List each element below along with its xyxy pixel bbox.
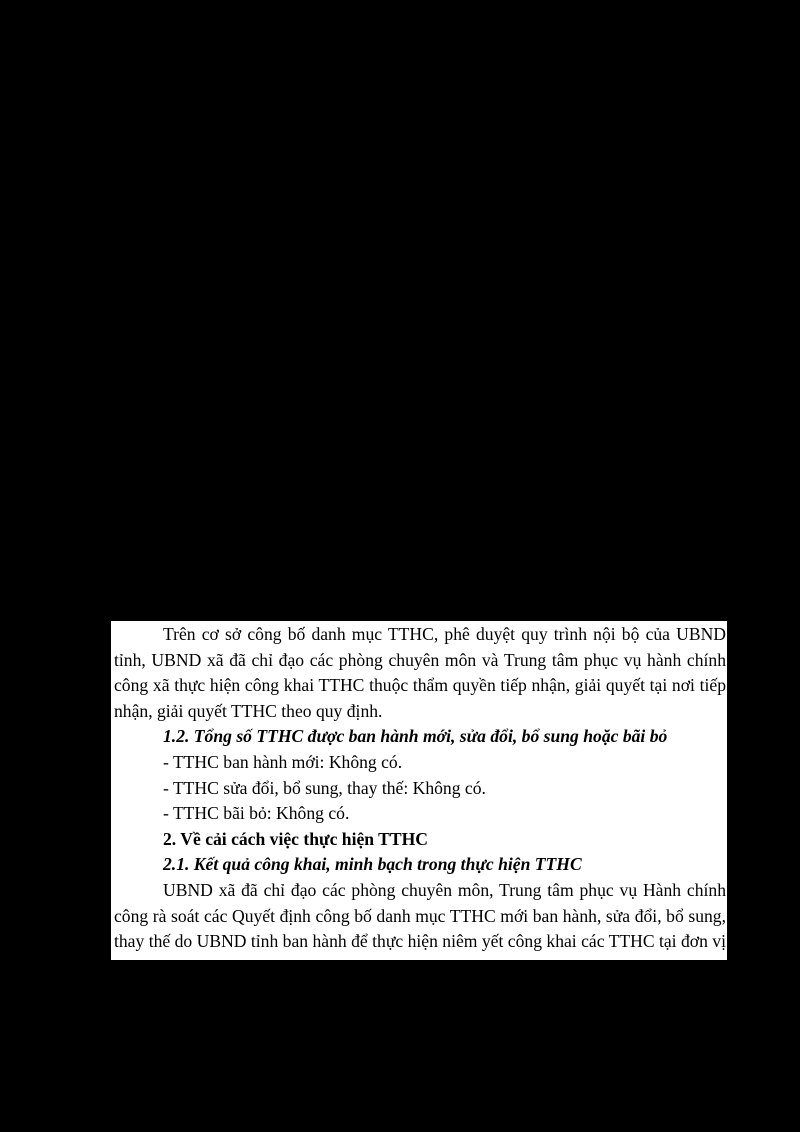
section-heading-2: 2. Về cải cách việc thực hiện TTHC — [163, 828, 428, 849]
section-heading-1-2: 1.2. Tổng số TTHC được ban hành mới, sửa đổi, bổ sung hoặc bãi bỏ — [163, 726, 668, 747]
list-item-new-procedures: - TTHC ban hành mới: Không có. — [163, 751, 403, 772]
list-item-abolished-procedures: - TTHC bãi bỏ: Không có. — [163, 803, 350, 824]
list-item-amended-procedures: - TTHC sửa đổi, bổ sung, thay thế: Không có. — [163, 777, 486, 798]
section-heading-2-1: 2.1. Kết quả công khai, minh bạch trong thực hiện TTHC — [163, 854, 582, 875]
intro-paragraph: Trên cơ sở công bố danh mục TTHC, phê duyệt quy trình nội bộ của UBND tỉnh, UBND xã đã chỉ đạo các phòng chuyên môn và Trung tâm phục vụ hành chính công xã thực hiện công khai TTHC thuộc thẩm quyền tiếp nhận, giải quyết tại nơi tiếp nhận, giải quyết TTHC theo quy định. — [114, 624, 726, 721]
closing-paragraph: UBND xã đã chỉ đạo các phòng chuyên môn, Trung tâm phục vụ Hành chính công rà soát các Quyết định công bố danh mục TTHC mới ban hành, sửa đổi, bổ sung, thay thế do UBND tỉnh ban hành để thực hiện niêm yết công khai các TTHC tại đơn vị và tại Trung tâm phục vụ hành chính công xã. — [114, 879, 726, 977]
document-excerpt — [111, 621, 727, 977]
document-body — [111, 621, 727, 980]
